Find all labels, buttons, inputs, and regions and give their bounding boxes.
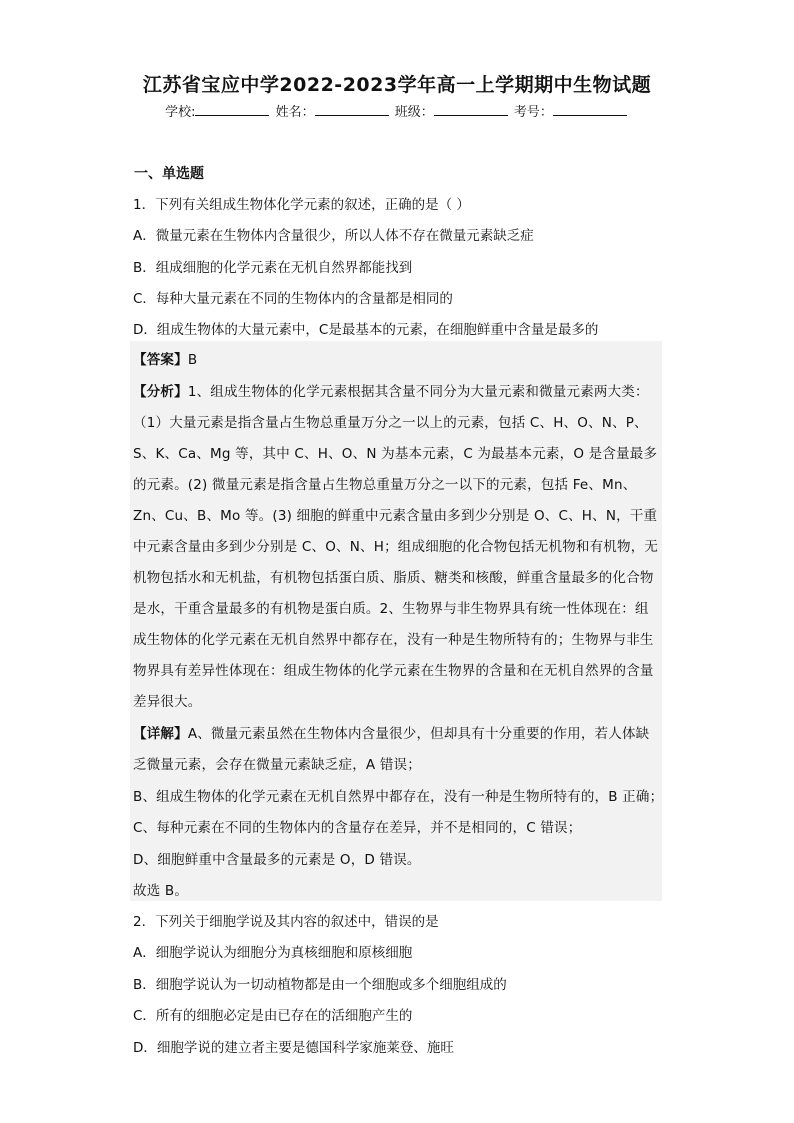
q1-detail-first <box>133 722 649 742</box>
detail-line: 乏微量元素，会存在微量元素缺乏症，A 错误； <box>133 757 421 773</box>
detail-line: C、每种元素在不同的生物体内的含量存在差异，并不是相同的，C 错误； <box>133 820 582 836</box>
answer-tag: 【答案】 <box>133 352 188 368</box>
q2-option-c: C．所有的细胞必定是由已存在的活细胞产生的 <box>133 1008 413 1024</box>
analysis-line: 机物包括水和无机盐，有机物包括蛋白质、脂质、糖类和核酸，鲜重含量最多的化合物 <box>133 570 654 586</box>
detail-line: D、细胞鲜重中含量最多的元素是 O，D 错误。 <box>133 852 421 868</box>
q2-option-b: B．细胞学说认为一切动植物都是由一个细胞或多个细胞组成的 <box>133 977 507 993</box>
class-label: 班级： <box>394 105 434 120</box>
q1-stem: 1．下列有关组成生物体化学元素的叙述，正确的是（ ） <box>133 197 470 213</box>
q1-answer <box>133 348 197 368</box>
analysis-line: 物界具有差异性体现在：组成生物体的化学元素在生物界的含量和在无机自然界的含量 <box>133 663 654 679</box>
analysis-line: 中元素含量由多到少分别是 C、O、N、H；组成细胞的化合物包括无机物和有机物，无 <box>133 539 659 555</box>
class-blank[interactable] <box>434 103 508 116</box>
q1-option-a: A．微量元素在生物体内含量很少，所以人体不存在微量元素缺乏症 <box>133 228 534 244</box>
analysis-line: 是水，干重含量最多的有机物是蛋白质。2、生物界与非生物界具有统一性体现在：组 <box>133 601 649 617</box>
section-heading: 一、单选题 <box>134 166 204 182</box>
name-blank[interactable] <box>315 103 389 116</box>
analysis-tag: 【分析】 <box>133 384 188 400</box>
q2-option-a: A．细胞学说认为细胞分为真核细胞和原核细胞 <box>133 945 413 961</box>
analysis-text: 1、组成生物体的化学元素根据其含量不同分为大量元素和微量元素两大类： <box>187 384 649 400</box>
detail-tag: 【详解】 <box>133 726 188 742</box>
analysis-line: 成生物体的化学元素在无机自然界中都存在，没有一种是生物所特有的；生物界与非生 <box>133 632 654 648</box>
student-info-line <box>0 101 794 120</box>
detail-line: 故选 B。 <box>133 883 189 899</box>
school-label: 学校: <box>165 105 196 120</box>
name-label: 姓名： <box>275 105 315 120</box>
q1-option-d: D．组成生物体的大量元素中，C是最基本的元素，在细胞鲜重中含量是最多的 <box>133 322 599 338</box>
analysis-line: Zn、Cu、B、Mo 等。(3) 细胞的鲜重中元素含量由多到少分别是 O、C、H、N，干重 <box>133 508 658 524</box>
school-blank[interactable] <box>195 103 269 116</box>
q2-stem: 2．下列关于细胞学说及其内容的叙述中，错误的是 <box>133 914 439 930</box>
analysis-line: S、K、Ca、Mg 等，其中 C、H、O、N 为基本元素，C 为最基本元素，O 是含量最多 <box>133 446 658 462</box>
analysis-line: 差异很大。 <box>133 694 202 710</box>
answer-value: B <box>187 352 198 368</box>
analysis-line: 的元素。(2) 微量元素是指含量占生物总重量万分之一以下的元素，包括 Fe、Mn、 <box>133 477 637 493</box>
detail-line: B、组成生物体的化学元素在无机自然界中都存在，没有一种是生物所特有的，B 正确； <box>133 789 664 805</box>
q1-analysis-first <box>133 380 649 400</box>
exam-no-label: 考号： <box>513 105 553 120</box>
analysis-line: （1）大量元素是指含量占生物总重量万分之一以上的元素，包括 C、H、O、N、P、 <box>133 415 648 431</box>
exam-no-blank[interactable] <box>553 103 627 116</box>
q1-option-c: C．每种大量元素在不同的生物体内的含量都是相同的 <box>133 291 453 307</box>
q1-option-b: B．组成细胞的化学元素在无机自然界都能找到 <box>133 260 413 276</box>
detail-text: A、微量元素虽然在生物体内含量很少，但却具有十分重要的作用，若人体缺 <box>187 726 650 742</box>
q2-option-d: D．细胞学说的建立者主要是德国科学家施莱登、施旺 <box>133 1040 454 1056</box>
page-title: 江苏省宝应中学2022-2023学年高一上学期期中生物试题 <box>142 74 652 96</box>
